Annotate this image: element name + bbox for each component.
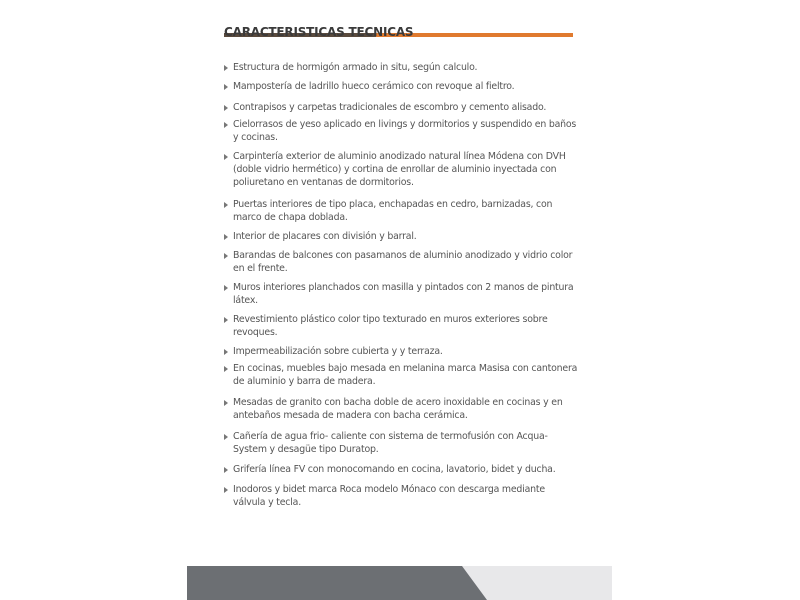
list-item <box>224 345 579 358</box>
list-item <box>224 396 579 422</box>
list-item-text: En cocinas, muebles bajo mesada en melanina marca Masisa con cantonera de aluminio y barra de madera. <box>233 363 578 387</box>
list-item <box>224 61 579 74</box>
list-item-text: Contrapisos y carpetas tradicionales de escombro y cemento alisado. <box>233 102 547 113</box>
specifications-list <box>224 61 579 509</box>
list-item-text: Grifería línea FV con monocomando en cocina, lavatorio, bidet y ducha. <box>233 464 556 475</box>
list-item-text: Barandas de balcones con pasamanos de aluminio anodizado y vidrio color en el frente. <box>233 250 573 274</box>
list-item-text: Interior de placares con división y barral. <box>233 231 417 242</box>
list-item <box>224 249 579 275</box>
footer-dark-shape <box>187 566 487 600</box>
list-item-text: Puertas interiores de tipo placa, enchapadas en cedro, barnizadas, con marco de chapa doblada. <box>233 199 553 223</box>
list-item-text: Cielorrasos de yeso aplicado en livings y dormitorios y suspendido en baños y cocinas. <box>233 119 577 143</box>
list-item <box>224 362 579 388</box>
bullet-icon <box>224 434 228 440</box>
list-item <box>224 230 579 243</box>
list-item-text: Inodoros y bidet marca Roca modelo Mónaco con descarga mediante válvula y tecla. <box>233 484 545 508</box>
bullet-icon <box>224 317 228 323</box>
list-item-text: Mesadas de granito con bacha doble de acero inoxidable en cocinas y en antebaños mesada de madera con bacha cerámica. <box>233 397 563 421</box>
list-item <box>224 463 579 476</box>
bullet-icon <box>224 202 228 208</box>
section-title: CARACTERISTICAS TECNICAS <box>224 25 414 39</box>
list-item <box>224 430 579 456</box>
bullet-icon <box>224 487 228 493</box>
list-item-text: Carpintería exterior de aluminio anodizado natural línea Módena con DVH (doble vidrio hermético) y cortina de enrollar de aluminio inyectada con poliuretano en ventanas de dormitorios. <box>233 151 566 188</box>
list-item-text: Muros interiores planchados con masilla y pintados con 2 manos de pintura látex. <box>233 282 574 306</box>
list-item <box>224 80 579 93</box>
bullet-icon <box>224 122 228 128</box>
bullet-icon <box>224 285 228 291</box>
list-item <box>224 281 579 307</box>
list-item <box>224 118 579 144</box>
bullet-icon <box>224 253 228 259</box>
list-item <box>224 483 579 509</box>
list-item <box>224 150 579 189</box>
list-item <box>224 198 579 224</box>
list-item <box>224 101 579 114</box>
bullet-icon <box>224 65 228 71</box>
bullet-icon <box>224 234 228 240</box>
bullet-icon <box>224 154 228 160</box>
list-item <box>224 313 579 339</box>
list-item-text: Impermeabilización sobre cubierta y y terraza. <box>233 346 443 357</box>
bullet-icon <box>224 84 228 90</box>
bullet-icon <box>224 467 228 473</box>
bullet-icon <box>224 366 228 372</box>
list-item-text: Mampostería de ladrillo hueco cerámico con revoque al fieltro. <box>233 81 515 92</box>
bullet-icon <box>224 349 228 355</box>
list-item-text: Cañería de agua frio- caliente con sistema de termofusión con Acqua- System y desagüe tipo Duratop. <box>233 431 548 455</box>
bullet-icon <box>224 105 228 111</box>
list-item-text: Estructura de hormigón armado in situ, según calculo. <box>233 62 478 73</box>
list-item-text: Revestimiento plástico color tipo texturado en muros exteriores sobre revoques. <box>233 314 548 338</box>
bullet-icon <box>224 400 228 406</box>
